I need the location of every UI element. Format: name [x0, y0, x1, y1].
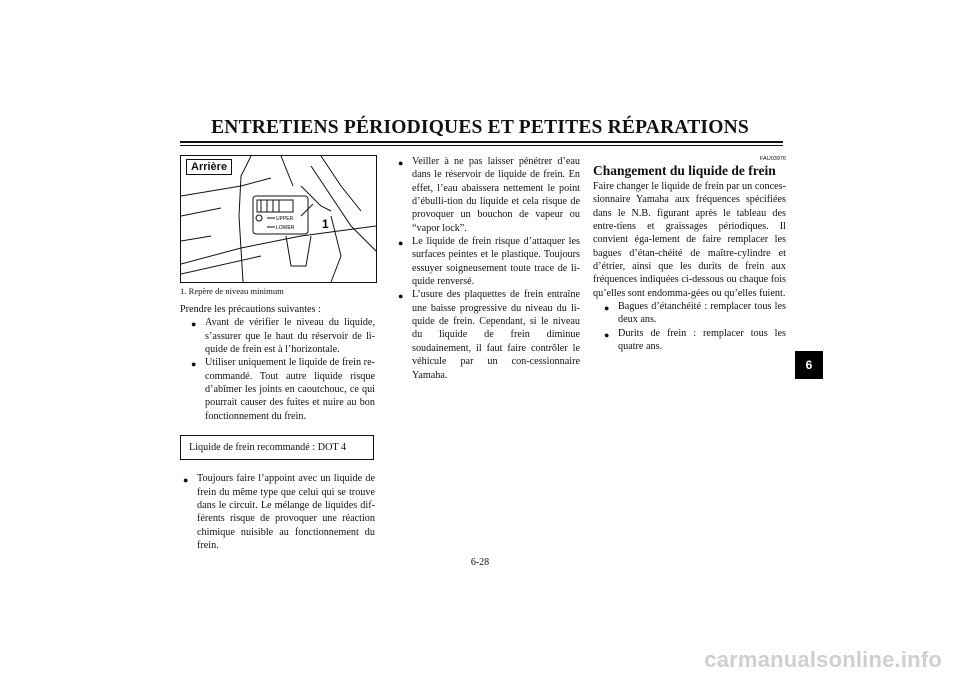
callout-number: 1 — [322, 217, 329, 231]
list-item: ● Utiliser uniquement le liquide de frein re-commandé. Tout autre liquide risque d’abîmer les joints en caoutchouc, ce qui pourrait causer des fuites et nuire au bon fonctionnement du frein. — [191, 357, 375, 422]
page-number: 6-28 — [470, 557, 490, 568]
list-item: ● Veiller à ne pas laisser pénétrer d’eau dans le réservoir de liquide de frein. En effet, l’eau abaissera nettement le point d’ébulli-tion du liquide et cela risque de provoquer un bouchon de vapeur ou “vapor lock”. — [398, 156, 580, 234]
recommended-fluid-box: Liquide de frein recommandé : DOT 4 — [180, 435, 374, 460]
bullet-icon: ● — [191, 359, 197, 370]
section-paragraph: Faire changer le liquide de frein par un conces-sionnaire Yamaha aux fréquences spécifiées dans le N.B. figurant après le tableau des entre-tiens et graissages périodiques. Il convient éga-lement de faire remplacer les bagues d’étan-chéité de maître-cylindre et d’étrier, ainsi que les durits de frein aux fréquences indiquées ci-dessous ou chaque fois qu’elles sont endomma-gées ou qu’elles fuient. — [593, 181, 786, 299]
section-title: Changement du liquide de frein — [593, 163, 776, 178]
bullet-icon: ● — [604, 303, 610, 314]
list-item: ● Avant de vérifier le niveau du liquide, s’assurer que le haut du réservoir de li-quide de frein est à l’horizontale. — [191, 317, 375, 356]
brake-reservoir-figure — [180, 155, 377, 283]
figure-label: Arrière — [186, 159, 232, 175]
list-item: ● L’usure des plaquettes de frein entraîne une baisse progressive du niveau du li-quide de frein. Cependant, si le niveau du liquide de frein diminue soudainement, il faut faire contrôler le véhicule par un con-cessionnaire Yamaha. — [398, 289, 580, 381]
bullet-icon: ● — [398, 291, 404, 302]
list-item: ● Le liquide de frein risque d’attaquer les surfaces peintes et le plastique. Toujours essuyer soigneusement toute trace de li-quide renversé. — [398, 236, 580, 288]
page-header-title: ENTRETIENS PÉRIODIQUES ET PETITES RÉPARATIONS — [211, 117, 749, 138]
bullet-icon: ● — [604, 329, 610, 340]
list-item: ● Toujours faire l’appoint avec un liquide de frein du même type que celui qui se trouve dans le circuit. Le mélange de liquides dif-férents risque de provoquer une réaction chimique nuisible au fonctionnement du frein. — [183, 473, 375, 552]
list-item: ● Bagues d’étanchéité : remplacer tous les deux ans. — [604, 301, 786, 326]
list-item: ● Durits de frein : remplacer tous les quatre ans. — [604, 327, 786, 353]
bullet-icon: ● — [398, 158, 404, 168]
lower-mark-text: LOWER — [276, 225, 295, 231]
reference-code: FAU03976 — [760, 156, 786, 162]
bullet-icon: ● — [183, 475, 189, 486]
chapter-tab: 6 — [795, 351, 823, 379]
watermark: carmanualsonline.info — [704, 647, 942, 672]
bullet-icon: ● — [398, 238, 404, 249]
header-rule — [180, 141, 783, 143]
column-middle — [395, 155, 580, 382]
bullet-icon: ● — [191, 319, 197, 330]
column-right — [593, 155, 786, 353]
header-rule-thin — [180, 145, 783, 146]
intro-text: Prendre les précautions suivantes : — [180, 304, 321, 315]
figure-caption: 1. Repère de niveau minimum — [180, 286, 284, 296]
column-left — [180, 155, 375, 553]
upper-mark-text: UPPER — [276, 216, 294, 222]
